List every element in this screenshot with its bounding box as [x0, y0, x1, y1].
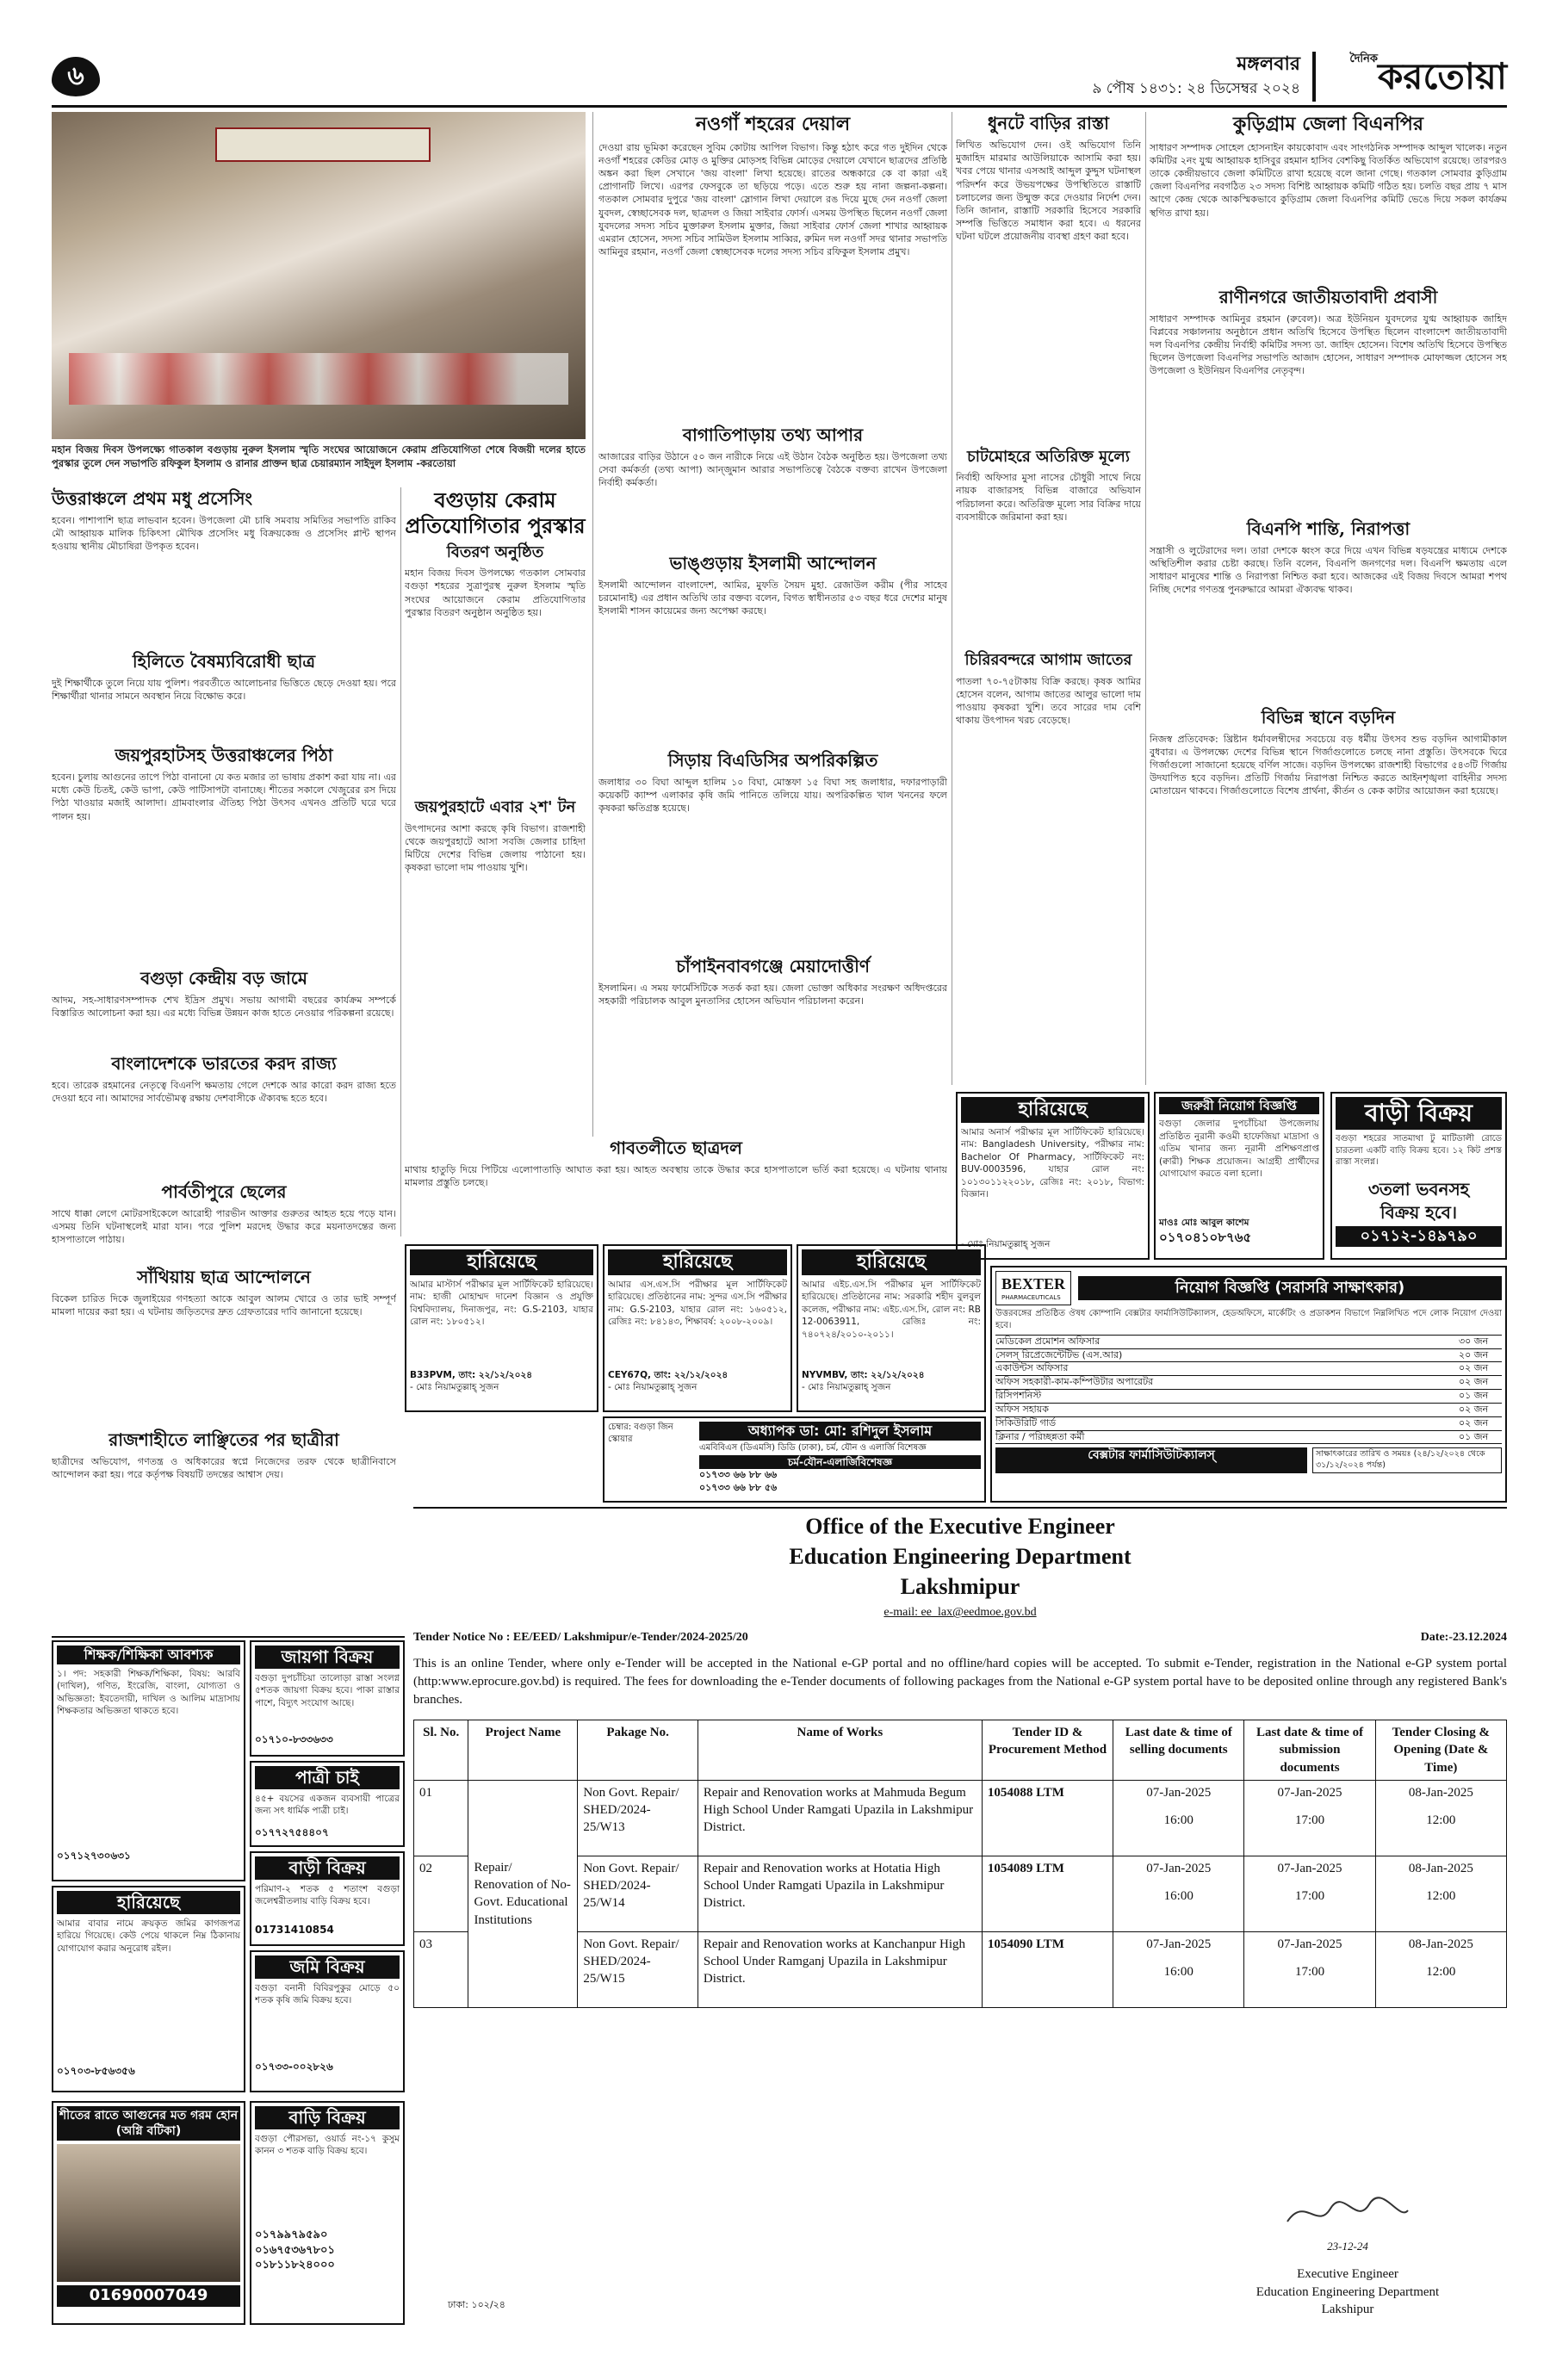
lost-ad-pharmacy: [956, 1092, 1150, 1260]
doctor-tag: চর্ম-যৌন-এলার্জিবিশেষজ্ঞ: [699, 1455, 981, 1469]
doctor-chamber: চেম্বার: বগুড়া জিন স্কোয়ার: [608, 1422, 673, 1444]
medicine-ad-title: শীতের রাতে আগুনের মত গরম হোন (অগ্নি বটিকা): [57, 2106, 240, 2141]
sub-date: 07-Jan-2025: [1277, 1861, 1342, 1875]
house3-ad-phone-1: ০১৭৯৯৭৯৫৯০: [255, 2228, 328, 2241]
sell-date: 07-Jan-2025: [1146, 1785, 1212, 1800]
photo-caption: মহান বিজয় দিবস উপলক্ষ্যে গাতকাল বগুড়ায় নুরুল ইসলাম স্মৃতি সংঘের আয়োজনে কেরাম প্রতিযোগিতা শেষে বিজয়ী দলের হাতে পুরস্কার তুলে দেন সভাপতি রফিকুল ইসলাম ও রানার প্রাক্তন ছাত্র চেয়ারম্যান সাইদুল ইসলাম -করতোয়া: [52, 443, 586, 469]
bogura-center-body: আদম, সহ-সাধারণসম্পাদক শেখ ইদ্রিস প্রমুখ। সভায় আগামী বছরের কার্যক্রম সম্পর্কে বিস্তারিত আলোচনা করা হয়। এর মধ্যে বিভিন্ন উন্নয়ন কাজ হাতে নেওয়ার পরিকল্পনা রয়েছে।: [52, 995, 396, 1020]
house2-ad-body: পরিমাণ-২ শতক ৫ শতাংশ বগুড়া জলেশ্বরীতলায় বাড়ি বিক্রয় হবে।: [255, 1884, 400, 1907]
center-col: [598, 112, 947, 1137]
section-rule: [413, 1507, 1507, 1509]
bexter-post-row: [995, 1349, 1502, 1363]
cell-work: Repair and Renovation works at Mahmuda Begum High School Under Ramgati Upazila in Lakshmipur District.: [698, 1780, 982, 1856]
doctor-phone: ০১৭৩৩ ৬৬ ৮৮ ৬৬: [699, 1469, 778, 1481]
sign-title: Executive Engineer: [1297, 2267, 1398, 2282]
sell-time: 16:00: [1163, 1965, 1194, 1980]
house3-ad-phone-2: ০১৬৭৫৩৬৭৮০১: [255, 2243, 335, 2257]
dhunat-title: ধুনটে বাড়ির রাস্তা: [988, 113, 1109, 133]
bexter-post-row: [995, 1404, 1502, 1417]
cell-sell: [1113, 1856, 1244, 1931]
land-ad-title: জায়গা বিক্রয়: [255, 1646, 400, 1669]
cell-sell: [1113, 1931, 1244, 2007]
th-package: Pakage No.: [578, 1720, 698, 1781]
house-sale-ad-title: বাড়ী বিক্রয়: [1336, 1097, 1502, 1130]
house-sale-ad-big: ৩তলা ভবনসহ: [1367, 1178, 1470, 1199]
potato-body: পাতলা ৭০-৭৫টাকায় বিক্রি করছে। কৃষক আমির হোসেন বলেন, আগাম জাতের আলুর ভালো দাম পাওয়ায় কৃষকরা খুশি। তবে সারের দাম বেশি থাকায় উৎপাদন খরচ বেড়েছে।: [956, 675, 1141, 727]
sign-dept: Education Engineering Department: [1256, 2284, 1440, 2299]
bexter-post-row: [995, 1362, 1502, 1376]
post-name: অফিস সহকারী-কাম-কম্পিউটার অপারেটর: [995, 1376, 1154, 1388]
house3-ad: [250, 2101, 405, 2325]
signature-block: [1206, 2191, 1490, 2318]
th-closing: Tender Closing & Opening (Date & Time): [1375, 1720, 1506, 1781]
tender-date: Date:-23.12.2024: [1420, 1631, 1507, 1645]
house2-ad: [250, 1851, 405, 1946]
close-date: 08-Jan-2025: [1408, 1937, 1473, 1951]
flowers-in-photo: [69, 353, 568, 405]
lost-ad-ssc-sig: - মোঃ নিয়ামতুল্লাহ্ সুজন: [608, 1381, 698, 1392]
parbatipur-title: পার্বতীপুরে ছেলের: [161, 1181, 287, 1202]
column-rule: [1145, 112, 1146, 1085]
land2-ad-phone: ০১৭৩৩-০০২৮২৬: [255, 2061, 333, 2073]
sell-time: 16:00: [1163, 1889, 1194, 1904]
sell-date: 07-Jan-2025: [1146, 1937, 1212, 1951]
bd-india-title: বাংলাদেশকে ভারতের করদ রাজ্য: [111, 1053, 337, 1074]
right-col: [1150, 112, 1507, 1094]
post-count: ৩০ জন: [1459, 1335, 1489, 1347]
doctor-ad: [603, 1416, 986, 1503]
bexter-post-row: [995, 1336, 1502, 1349]
lost-ad-pharmacy-title: হারিয়েছে: [961, 1097, 1144, 1123]
lost5-ad-title: হারিয়েছে: [57, 1891, 240, 1914]
sub-date: 07-Jan-2025: [1277, 1785, 1342, 1800]
tender-gd: ঢাকা: ১০২/২৪: [448, 2299, 505, 2310]
cell-id: 1054090 LTM: [982, 1931, 1113, 2007]
house3-ad-phone-3: ০১৮১১৮২৪০০০: [255, 2259, 335, 2272]
medicine-ad-phone: 01690007049: [57, 2285, 240, 2306]
sirajganj-body: জলাধার ৩০ বিঘা আব্দুল হালিম ১০ বিঘা, মোস্তফা ১৫ বিঘা সহ জলাধার, দফারপাড়ারী কয়েকটি ক্যাম্প এলাকার কৃষি জমি পানিতে তলিয়ে যায়। অপরিকল্পিত খাল খননের ফলে কৃষকরা ক্ষতিগ্রস্ত হয়েছে।: [598, 776, 947, 815]
th-tender-id: Tender ID & Procurement Method: [982, 1720, 1113, 1781]
tender-notice-no: Tender Notice No : EE/EED/ Lakshmipur/e-Tender/2024-2025/20: [413, 1631, 748, 1645]
th-sl: Sl. No.: [414, 1720, 468, 1781]
post-name: একাউন্টস অফিসার: [995, 1362, 1069, 1374]
lost-ad-ssc-body: আমার এস.এস.সি পরীক্ষার মূল সার্টিফিকেট হারিয়েছে। প্রতিষ্ঠানের নাম: সুন্দর এস.সি পরীক্ষার নাম: G.S-2103, যাহার রোল নং: ১৬০৫১২, রেজিঃ নং: ৮৪১৪৩, শিক্ষাবর্ষ: ২০০৮-২০০৯।: [608, 1279, 787, 1328]
north-honey-title: উত্তরাঞ্চলে প্রথম মধু প্রসেসিং: [52, 488, 253, 509]
teacher-ad-title: শিক্ষক/শিক্ষিকা আবশ্যক: [57, 1646, 240, 1664]
post-count: ০২ জন: [1459, 1362, 1489, 1374]
banner-in-photo: [215, 127, 431, 162]
jobs-ad-phone: ০১৭০৪১০৮৭৬৫: [1159, 1230, 1252, 1246]
tender-row: [414, 1780, 1507, 1856]
tender-table: [413, 1720, 1507, 2008]
close-time: 12:00: [1426, 1965, 1456, 1980]
cell-close: [1375, 1780, 1506, 1856]
cell-sell: [1113, 1780, 1244, 1856]
lost-ad-masters-title: হারিয়েছে: [410, 1249, 593, 1275]
house2-ad-title: বাড়ী বিক্রয়: [255, 1856, 400, 1880]
tender-office: Office of the Executive Engineer: [805, 1514, 1115, 1539]
cell-work: Repair and Renovation works at Kanchanpur High School Under Ramganj Upazila in Lakshmipur District.: [698, 1931, 982, 2007]
gabtali-article: [405, 1137, 947, 1231]
lost5-ad-body: আমার বাবার নামে ক্রয়কৃত জমির কাগজপত্র হারিয়ে গিয়েছে। কেউ পেয়ে থাকলে নিম্ন ঠিকানায় যোগাযোগ করার অনুরোধ রইল।: [57, 1918, 240, 1954]
dhunat-body: লিখিত অভিযোগ দেন। ওই অভিযোগ তিনি মুজাহিদ মারমার আউলিয়াকে আসামি করা হয়। খবর পেয়ে থানার এসআই আব্দুল কুদ্দুস ঘটনাস্থল পরিদর্শন করে উভয়পক্ষের উপস্থিতিতে রাস্তাটি চলাচলের জন্য উন্মুক্ত করে দেওয়ার নির্দেশ দেন। তিনি জানান, রাস্তাটি সরকারি হিসেবে সরকারি সম্পত্তি ভিত্তিতে সমাধান করা হবে। এ ধরনের ঘটনা ঘটলে প্রয়োজনীয় ব্যবস্থা গ্রহণ করা হবে।: [956, 139, 1141, 243]
jaypurhat2-title: জয়পুরহাটে এবার ২শ' টন: [414, 798, 576, 817]
sub-time: 17:00: [1294, 1965, 1325, 1980]
page-number-badge: ৬: [52, 57, 100, 96]
bexter-post-row: [995, 1390, 1502, 1404]
sell-time: 16:00: [1163, 1813, 1194, 1828]
paper-prefix: দৈনিক: [1349, 53, 1378, 65]
medicine-ad-graphic: [57, 2144, 240, 2282]
lost5-ad-phone: ০১৭০৩-৮৫৬৩৫৬: [57, 2065, 135, 2077]
left-col-1: [52, 487, 396, 1633]
ranirbandar-title: রাণীনগরে জাতীয়তাবাদী প্রবাসী: [1218, 286, 1438, 307]
column-rule: [400, 487, 401, 1236]
tender-dept: Education Engineering Department: [789, 1544, 1132, 1570]
bogura-center-title: বগুড়া কেন্দ্রীয় বড় জামে: [140, 968, 307, 989]
weekday: মঙ্গলবার: [1237, 53, 1300, 75]
sub-date: 07-Jan-2025: [1277, 1937, 1342, 1951]
rajshahi-title: রাজশাহীতে লাঞ্ছিতের পর ছাত্রীরা: [108, 1429, 339, 1450]
masthead-rule: [52, 105, 1507, 108]
masthead-divider: [1312, 52, 1316, 102]
cell-pkg: Non Govt. Repair/ SHED/2024-25/W13: [578, 1780, 698, 1856]
hilli-body: দুই শিক্ষার্থীকে তুলে নিয়ে যায় পুলিশ। পরবর্তীতে আলোচনার ভিত্তিতে ছেড়ে দেওয়া হয়। পরে শিক্ষার্থীরা থানার সামনে অবস্থান নিয়ে বিক্ষোভ করে।: [52, 678, 396, 703]
bexter-ad: [990, 1266, 1507, 1503]
house3-ad-title: বাড়ি বিক্রয়: [255, 2106, 400, 2129]
post-count: ০২ জন: [1459, 1416, 1489, 1429]
cell-pkg: Non Govt. Repair/ SHED/2024-25/W14: [578, 1856, 698, 1931]
land-ad: [250, 1640, 405, 1757]
house-sale-ad-phone: ০১৭১২-১৪৯৭৯০: [1336, 1226, 1502, 1247]
various-title: বিভিন্ন স্থানে বড়দিন: [1261, 706, 1396, 728]
cell-sl: 03: [414, 1931, 468, 2007]
land-ad-phone: ০১৭১০-৮৩৩৬৩৩: [255, 1733, 333, 1745]
hilli-title: হিলিতে বৈষম্যবিরোধী ছাত্র: [132, 651, 316, 672]
sub-time: 17:00: [1294, 1813, 1325, 1828]
post-count: ০১ জন: [1459, 1390, 1489, 1402]
tender-row: [414, 1856, 1507, 1931]
tender-notice: [413, 1511, 1507, 2329]
paper-name: করতোয়া: [1378, 55, 1507, 97]
cell-submit: [1244, 1780, 1375, 1856]
lost-ad-masters-body: আমার মাস্টার্স পরীক্ষার মূল সার্টিফিকেট হারিয়েছে। নাম: হাজী মোহাম্মদ দানেশ বিজ্ঞান ও প্রযুক্তি বিশ্ববিদ্যালয়, দিনাজপুর, নং: G.S-2103, যাহার রোল নং: ১৮০৫১২।: [410, 1279, 593, 1328]
doctor-deg: এমবিবিএস (ডিএমসি) ডিডি (ঢাকা), চর্ম, যৌন ও এলার্জি বিশেষজ্ঞ: [699, 1442, 927, 1453]
masthead: [52, 52, 1507, 102]
date-line: ৯ পৌষ ১৪৩১: ২৪ ডিসেম্বর ২০২৪: [1092, 80, 1300, 97]
close-date: 08-Jan-2025: [1408, 1785, 1473, 1800]
cheese-title: চাটমোহরে অতিরিক্ত মূল্যে: [967, 448, 1130, 466]
bexter-header: [995, 1271, 1502, 1305]
col-dhunat: [956, 112, 1141, 1085]
bagatipara-body: আজারের বাড়ির উঠানে ৫০ জন নারীকে নিয়ে এই উঠান বৈঠক অনুষ্ঠিত হয়। উপজেলা তথ্য সেবা কর্মকর্তা (তথ্য আপা) আন্জুমান আরার সভাপতিত্বে বৈঠকে বক্তব্য রাখেন উপজেলা নির্বাহী কর্মকর্তা।: [598, 450, 947, 489]
naogaon-title: নওগাঁ শহরের দেয়াল: [695, 113, 851, 135]
bride-ad-title: পাত্রী চাই: [255, 1766, 400, 1789]
cell-id: 1054088 LTM: [982, 1780, 1113, 1856]
cell-close: [1375, 1931, 1506, 2007]
bexter-intro: উত্তরবঙ্গের প্রতিষ্ঠিত ঔষধ কোম্পানি বেক্সটার ফার্মাসিউটিক্যালস, হেডঅফিসে, মার্কেটিং ও প্রডাকশন বিভাগে নিম্নলিখিত পদে লোক নিয়োগ দেওয়া হবে।: [995, 1308, 1502, 1330]
bexter-logo: [995, 1271, 1071, 1305]
joypurhat-body: হবেন। চুলায় আগুনের তাপে পিঠা বানানো যে কত মজার তা ভাষায় প্রকাশ করা যায় না। এর মধ্যে কেউ চিতই, কেউ ভাপা, কেউ পাটিসাপটা বানাচ্ছে। শীতের সকালে খেজুরের রস দিয়ে পিঠা খাওয়ার মজাই আলাদা। গ্রামবাংলার ঐতিহ্য পিঠা উৎসব এখনও প্রতিটি ঘরে ঘরে পালন হয়।: [52, 772, 396, 822]
signature-date: 23-12-24: [1327, 2239, 1368, 2253]
post-count: ২০ জন: [1459, 1348, 1489, 1360]
lost-ad-masters: [405, 1244, 598, 1412]
cell-close: [1375, 1856, 1506, 1931]
signature-scribble: [1279, 2191, 1417, 2234]
bexter-brand: BEXTER: [1001, 1275, 1066, 1292]
post-name: সিকিউরিটি গার্ড: [995, 1416, 1057, 1429]
bnp-peace-body: সন্ত্রাসী ও লুটেরাদের দল। তারা দেশকে ধ্বংস করে দিয়ে এখন বিভিন্ন ষড়যন্ত্রের মাধ্যমে দেশকে অস্থিতিশীল করার চেষ্টা করছে। তিনি বলেন, বিএনপি জনগণের দল। বিএনপি ক্ষমতায় এলে সাধারণ মানুষের শান্তি ও নিরাপত্তা নিশ্চিত করা হবে। আজকের এই বিজয় দিবসে আমরা শপথ নিচ্ছি দেশের গণতন্ত্র পুনরুদ্ধারে আমরা ঐক্যবদ্ধ থাকব।: [1150, 544, 1507, 596]
lost-ad-pharmacy-sig: - মোঃ নিয়ামতুল্লাহ্ সুজন: [961, 1238, 1051, 1249]
tender-row: [414, 1931, 1507, 2007]
bagatipara-title: বাগাতিপাড়ায় তথ্য আপার: [682, 424, 864, 445]
bexter-sub: PHARMACEUTICALS: [1001, 1294, 1061, 1302]
lost-ad-hsc-id: NYVMBV, তাং: ২২/১২/২০২৪: [802, 1369, 925, 1380]
sub-time: 17:00: [1294, 1889, 1325, 1904]
north-honey-body: হবেন। পাশাপাশি ছাত্র লাভবান হবেন। উপজেলা মৌ চাষি সমবায় সমিতির সভাপতি রাকিব মৌ আহ্বায়ক মালিক চিকিৎসা মৌখিক প্রসেসিং মধু বিক্রয়কেন্দ্র ও প্রসেসিং প্লান্ট স্থাপন হওয়ায় স্থানীয় মৌচাষিরা উপকৃত হবেন।: [52, 515, 396, 553]
carrom-subtitle: বিতরণ অনুষ্ঠিত: [446, 543, 544, 561]
post-count: ০১ জন: [1459, 1430, 1489, 1442]
kurigram-body: সাধারণ সম্পাদক সোহেল হোসনাইন কায়কোবাদ এবং সাংগঠনিক সম্পাদক আব্দুল খালেক। নতুন কমিটির ২নং যুগ্ম আহ্বায়ক হাসিবুর রহমান হাসিব বেশকিছু বিতর্কিত অভিযোগ রয়েছে। তারপরও তাকে কেন্দ্রীয়ভাবে জেলা কমিটিতে রাখা হয়েছে বলে জানা গেছে। গতকাল সোমবার কুড়িগ্রাম জেলা বিএনপির নবগঠিত ২৩ সদস্য বিশিষ্ট আহ্বায়ক কমিটি গঠিত হয়। চলতি বছর প্রায় ৭ মাস আগে কেন্দ্র থেকে আকস্মিকভাবে কুড়িগ্রাম জেলা বিএনপির কমিটি ভেঙে দিয়ে সকল কার্যক্রম স্থগিত রাখা হয়।: [1150, 141, 1507, 219]
lost-ad-pharmacy-body: আমার অনার্স পরীক্ষার মূল সার্টিফিকেট হারিয়েছে। নাম: Bangladesh University, পরীক্ষার নাম: Bachelor Of Pharmacy, সার্টিফিকেট নং: BUV-0003596, যাহার রোল নং: ১০১৩০১১২২০১৮, রেজিঃ নং: ২০১৮, বিভাগ: বিজ্ঞান।: [961, 1126, 1144, 1200]
doctor-main: [699, 1422, 981, 1497]
lost5-ad: [52, 1886, 245, 2092]
lost-ad-ssc-title: হারিয়েছে: [608, 1249, 787, 1275]
tender-email: e-mail: ee_lax@eedmoe.gov.bd: [884, 1606, 1037, 1620]
land-ad-body: বগুড়া দুপচাঁচিয়া তালোড়া রাস্তা সংলগ্ন ৫শতক জায়গা বিক্রয় হবে। পাকা রাস্তার পাশে, বিদ্যুৎ সংযোগ আছে।: [255, 1673, 400, 1708]
tender-city: Lakshmipur: [900, 1574, 1020, 1600]
chapai-body: ইসলামিন। এ সময় ফার্মেসিটিকে সতর্ক করা হয়। জেলা ভোক্তা অধিকার সংরক্ষণ অধিদপ্তরের সহকারী পরিচালক আবুল মুনতাসির হোসেন অভিযান পরিচালনা করেন।: [598, 982, 947, 1007]
close-time: 12:00: [1426, 1813, 1456, 1828]
ranirbandar-body: সাধারণ সম্পাদক আমিনুর রহমান (রুবেল)। অত্র ইউনিয়ন যুবদলের যুগ্ম আহ্বায়ক জাহিদ বিপ্লবের সঞ্চালনায় অনুষ্ঠানে প্রধান অতিথি হিসেবে উপস্থিত ছিলেন বাংলাদেশ জাতীয়তাবাদী দল বিএনপির কেন্দ্রীয় নির্বাহী কমিটির সদস্য ডা. জাহিদ হোসেন। বিশেষ অতিথি হিসেবে উপস্থিত ছিলেন উপজেলা বিএনপির সভাপতি আজাদ হোসেন, সাধারণ সম্পাদক মোফাজ্জল হোসেন সহ উপজেলা ও ইউনিয়ন বিএনপির নেতৃবৃন্দ।: [1150, 313, 1507, 377]
post-name: মেডিকেল প্রমোশন অফিসার: [995, 1335, 1100, 1347]
lost-ad-ssc-id: CEY67Q, তাং: ২২/১২/২০২৪: [608, 1369, 728, 1380]
cell-work: Repair and Renovation works at Hotatia High School Under Ramgati Upazila in Lakshmipur District.: [698, 1856, 982, 1931]
lost-ad-ssc: [603, 1244, 792, 1412]
kurigram-title: কুড়িগ্রাম জেলা বিএনপির: [1233, 113, 1423, 135]
sariakandi-title: সাঁথিয়ায় ছাত্র আন্দোলনে: [137, 1267, 311, 1287]
bride-ad-phone: ০১৭৭২৭৫৪৪০৭: [255, 1826, 329, 1838]
house-sale-ad: [1330, 1092, 1507, 1260]
jobs-ad-contact: মাওঃ মোঃ আবুল কাশেম: [1159, 1218, 1249, 1229]
house-sale-ad-body: বগুড়া শহরের সাতমাথা টু মাটিডালী রোডে চারতলা একটি বাড়ি বিক্রয় হবে। ১২ কিট প্রশস্ত রাস্তা সংলগ্ন।: [1336, 1133, 1502, 1168]
chapai-title: চাঁপাইনবাবগঞ্জে মেয়াদোত্তীর্ণ: [676, 955, 870, 976]
gabtali-body: মাথায় হাতুড়ি দিয়ে পিটিয়ে এলোপাতাড়ি আঘাত করা হয়। আহত অবস্থায় তাকে উদ্ধার করে হাসপাতালে ভর্তি করা হয়েছে। এ ঘটনায় থানায় মামলার প্রস্তুতি চলছে।: [405, 1164, 947, 1189]
cell-sl: 01: [414, 1780, 468, 1856]
bexter-footer: বেক্সটার ফার্মাসিউটিক্যালস্: [995, 1447, 1307, 1473]
teacher-ad-body: ১। পদ: সহকারী শিক্ষক/শিক্ষিকা, বিষয়: আরবি (দাখিল), গণিত, ইংরেজি, বাংলা, যোগ্যতা ও অভিজ্ঞতা: ইবতেদায়ী, দাখিল ও আলিম মাদ্রাসায় শিক্ষকতার অভিজ্ঞতা থাকতে হবে।: [57, 1668, 240, 1717]
jobs-ad: [1154, 1092, 1324, 1260]
lost-ad-hsc-body: আমার এইচ.এস.সি পরীক্ষার মূল সার্টিফিকেট হারিয়েছে। প্রতিষ্ঠানের নাম: সরকারি শহীদ বুলবুল কলেজ, পরীক্ষার নাম: এইচ.এস.সি, রোল নং: RB 12-0063911, রেজিঃ নং: ৭৪০৭২৪/২০১০-২০১১।: [802, 1279, 981, 1340]
lost-ad-hsc: [797, 1244, 986, 1412]
cell-submit: [1244, 1931, 1375, 2007]
cell-project: Repair/ Renovation of No-Govt. Educational Institutions: [468, 1780, 578, 2007]
land2-ad-title: জমি বিক্রয়: [255, 1955, 400, 1979]
jobs-ad-title: জরুরী নিয়োগ বিজ্ঞপ্তি: [1159, 1097, 1319, 1114]
cell-pkg: Non Govt. Repair/ SHED/2024-25/W15: [578, 1931, 698, 2007]
bexter-post-row: [995, 1417, 1502, 1431]
tender-intro: This is an online Tender, where only e-Tender will be accepted in the National e-GP portal and no offline/hard copies will be accepted. To submit e-Tender, registration in the National e-GP system portal (http:www.eprocure.gov.bd) is required. The fees for downloading the e-Tender documents of following packages from the National e-GP system portal have to be deposited online through any registered Bank's branches.: [413, 1657, 1507, 1708]
house-sale-ad-big2: বিক্রয় হবে।: [1380, 1201, 1458, 1223]
gabtali-title: গাবতলীতে ছাত্রদল: [610, 1137, 742, 1158]
jamaat-body: ইসলামী আন্দোলন বাংলাদেশ, আমির, মুফতি সৈয়দ মুহা. রেজাউল করীম (পীর সাহেব চরমোনাই) এর প্রধান অতিথি তার বক্তব্য বলেন, বিগত স্বাধীনতার ৫৩ বছর ধরে দেশের মানুষ ইসলামী শাসন কায়েমের জন্য অপেক্ষা করছে।: [598, 579, 947, 617]
bexter-posts: [995, 1335, 1502, 1445]
th-sell: Last date & time of selling documents: [1113, 1720, 1244, 1781]
doctor-name: অধ্যাপক ডা: মো: রশিদুল ইসলাম: [699, 1422, 981, 1441]
sariakandi-body: বিকেল চারিত দিকে জুলাইয়ের গণহত্যা আকে আবুল আলম খোরে ও তার ভাই সম্পূর্ণ মামলা দায়ের করা হয়। এ ঘটনায় জড়িতদের দ্রুত গ্রেফতারের দাবি জানানো হয়েছে।: [52, 1293, 396, 1318]
naogaon-body: দেওয়া রায় ভূমিকা করেছেন সুবিম কোটায় আপিল বিভাগ। কিন্তু হঠাৎ করে গত দুইদিন থেকে নওগাঁ শহরের কেডির মোড় ও মুক্তির মোড়সহ বিভিন্ন মোড়ের দেয়ালে যেখানে ছাত্রদের প্রতিষ্ঠি অঙ্কন করা ছিল সেখানে 'জয় বাংলা' লিখা হয়েছে। রাতের অন্ধকারে কে বা কারা এই প্রোগানটি লিখে। এরপর ফেসবুকে তা ছড়িয়ে পড়ে। এতে শুরু হয় নানা জল্পনা-কল্পনা। গতকাল সোমবার দুপুরে 'জয় বাংলা' স্লোগান লিখা দেয়ালে রঙ দিয়ে মুছে দেন নওগাঁ জেলা যুবদল, স্বেচ্ছাসেবক দল, ছাত্রদল ও জিয়া সাইবার ফোর্স। এসময় উপস্থিত ছিলেন নওগাঁ জেলা যুবদলের সদস্য সচিব মুক্তারুল ইসলাম মুক্তার, জিয়া সাইবার ফোর্স জেলা শাখার আহ্বায়ক এমরান হোসেন, সদস্য সচিব সামিউল ইসলাম সাব্বির, রুমিন দল নওগাঁ সদর থানার সভাপতি আমিনুর রহমান, নওগাঁ জেলা স্বেচ্ছাসেবক দলের সদস্য সচিব রফিকুল ইসলাম প্রমুখ।: [598, 141, 947, 258]
cell-sl: 02: [414, 1856, 468, 1931]
rajshahi-body: ছাত্রীদের অভিযোগ, গণতন্ত্র ও অধিকারের স্বপ্নে নিজেদের তরফ থেকে ছাত্রীনিবাসে আন্দোলন করা হয়। পরে কর্তৃপক্ষ বিষয়টি তদন্তের আশ্বাস দেয়।: [52, 1456, 396, 1481]
medicine-ad: [52, 2101, 245, 2325]
th-works: Name of Works: [698, 1720, 982, 1781]
cheese-body: নির্বাহী অফিসার মুসা নাসের চৌধুরী সাথে নিয়ে নায়ক বাজারসহ বিভিন্ন বাজারে অভিযান পরিচালনা করে। অতিরিক্ত মূল্যে সার বিক্রির দায়ে ব্যবসায়ীকে জরিমানা করা হয়।: [956, 472, 1141, 523]
close-time: 12:00: [1426, 1889, 1456, 1904]
post-name: অফিস সহায়ক: [995, 1403, 1049, 1415]
potato-title: চিরিরবন্দরে আগাম জাতের: [964, 651, 1132, 670]
bexter-post-row: [995, 1431, 1502, 1445]
sirajganj-title: সিড়ায় বিএডিসির অপরিকল্পিত: [667, 749, 878, 771]
house3-ad-body: বগুড়া পৌরসভা, ওয়ার্ড নং-১৭ কুসুম কানন ৩ শতক বাড়ি বিক্রয় হবে।: [255, 2134, 400, 2157]
sell-date: 07-Jan-2025: [1146, 1861, 1212, 1875]
doctor-phone2: ০১৭৩৩ ৬৬ ৮৮ ৫৬: [699, 1482, 778, 1494]
house2-ad-phone: 01731410854: [255, 1924, 334, 1936]
bexter-post-row: [995, 1376, 1502, 1390]
bd-india-body: হবে। তারেক রহমানের নেতৃত্বে বিএনপি ক্ষমতায় গেলে দেশকে আর কারো করদ রাজ্য হতে দেওয়া হবে না। আমাদের সার্বভৌমত্ব রক্ষায় দেশবাসীকে ঐক্যবদ্ধ হতে হবে।: [52, 1080, 396, 1105]
jaypurhat2-body: উৎপাদনের আশা করছে কৃষি বিভাগ। রাজশাহী থেকে জয়পুরহাটে আসা সবজি জেলার চাহিদা মিটিয়ে দেশের বিভিন্ন জেলায় পাঠানো হয়। কৃষকরা ভালো দাম পাওয়ায় খুশি।: [405, 822, 586, 874]
post-count: ০২ জন: [1459, 1403, 1489, 1415]
lost-ad-hsc-title: হারিয়েছে: [802, 1249, 981, 1275]
carrom-photo: [52, 112, 586, 439]
sign-city: Lakshipur: [1321, 2302, 1374, 2316]
bexter-interview: সাক্ষাৎকারের তারিখ ও সময়ঃ (২৪/১২/২০২৪ থেকে ৩১/১২/২০২৪ পর্যন্ত): [1312, 1447, 1502, 1473]
land2-ad: [250, 1950, 405, 2092]
bride-ad: [250, 1761, 405, 1847]
bride-ad-body: ৪৫+ বয়সের একজন ব্যবসায়ী পাত্রের জন্য সৎ ধার্মিক পাত্রী চাই।: [255, 1794, 400, 1817]
bexter-title: নিয়োগ বিজ্ঞপ্তি (সরাসরি সাক্ষাৎকার): [1078, 1276, 1502, 1300]
teacher-ad-phone: ০১৭১২৭৩০৬৩১: [57, 1849, 131, 1862]
lost-ad-hsc-sig: - মোঃ নিয়ামতুল্লাহ্ সুজন: [802, 1381, 891, 1392]
parbatipur-body: সাথে ধাক্কা লেগে মোটরসাইকেলে আরোহী পারভীন আক্তার গুরুতর আহত হয়ে পড়ে যান। এসময় তিনি ঘটনাস্থলেই মারা যান। পরে পুলিশ মরদেহ উদ্ধার করে ময়নাতদন্তের জন্য হাসপাতালে পাঠায়।: [52, 1208, 396, 1246]
teacher-ad: [52, 1640, 245, 1881]
jobs-ad-body: বগুড়া জেলার দুপচাঁচিয়া উপজেলায় প্রতিষ্ঠিত নুরানী কওমী হাফেজিয়া মাদ্রাসা ও এতিম খানার জন্য নূরানী প্রশিক্ষণপ্রাপ্ত (ক্বারী) শিক্ষক প্রয়োজন। আগ্রহী প্রার্থীদের যোগাযোগ করতে বলা হলো।: [1159, 1119, 1319, 1180]
carrom-body: মহান বিজয় দিবস উপলক্ষ্যে গতকাল সোমবার বগুড়া শহরের সুত্রাপুরস্থ নুরুল ইসলাম স্মৃতি সংঘের আয়োজনে কেরাম প্রতিযোগিতার পুরস্কার বিতরণ অনুষ্ঠান অনুষ্ঠিত হয়।: [405, 567, 586, 618]
bnp-peace-title: বিএনপি শান্তি, নিরাপত্তা: [1246, 518, 1410, 539]
jamaat-title: ভাঙ্গুড়ায় ইসলামী আন্দোলন: [669, 552, 877, 573]
carrom-title: বগুড়ায় কেরাম প্রতিযোগিতার পুরস্কার: [405, 487, 586, 538]
land2-ad-body: বগুড়া বনানী বিবিরপুকুর মোড়ে ৫০ শতক কৃষি জমি বিক্রয় হবে।: [255, 1983, 400, 2006]
post-name: সেলস্ রিপ্রেজেন্টেটিভ (এস.আর): [995, 1348, 1123, 1360]
various-body: নিজস্ব প্রতিবেদক: খ্রিষ্টান ধর্মাবলম্বীদের সবচেয়ে বড় ধর্মীয় উৎসব শুভ বড়দিন আগামীকাল বুধবার। এ উপলক্ষ্যে দেশের বিভিন্ন স্থানে গির্জাগুলোতে চলছে নানা প্রস্তুতি। উৎসবকে ঘিরে গির্জাগুলো সাজানো হয়েছে বর্ণিল সাজে। বড়দিন উপলক্ষ্যে রাজশাহী বিভাগের ৫৪৩টি গির্জায় উদযাপিত হবে বড়দিন। প্রতিটি গির্জায় নিরাপত্তা নিশ্চিত করতে আইনশৃঙ্খলা বাহিনীর সদস্য মোতায়েন থাকবে। গির্জাগুলোতে বিশেষ প্রার্থনা, কীর্তন ও কেক কাটার আয়োজন করা হয়েছে।: [1150, 733, 1507, 797]
cell-submit: [1244, 1856, 1375, 1931]
lost-ad-masters-id: B33PVM, তাং: ২২/১২/২০২৪: [410, 1369, 533, 1380]
tender-notice-line: [413, 1630, 1507, 1646]
joypurhat-title: জয়পুরহাটসহ উত্তরাঞ্চলের পিঠা: [115, 745, 333, 765]
th-project: Project Name: [468, 1720, 578, 1781]
close-date: 08-Jan-2025: [1408, 1861, 1473, 1875]
section-rule: [52, 1636, 405, 1638]
column-rule: [592, 112, 593, 1137]
post-name: ক্লিনার / পরিচ্ছন্নতা কর্মী: [995, 1430, 1085, 1442]
cell-id: 1054089 LTM: [982, 1856, 1113, 1931]
tender-header-row: [414, 1720, 1507, 1781]
post-name: রিসিপশনিস্ট: [995, 1390, 1042, 1402]
th-submit: Last date & time of submission documents: [1244, 1720, 1375, 1781]
lost-ad-masters-sig: - মোঃ নিয়ামতুল্লাহ্ সুজন: [410, 1381, 499, 1392]
bexter-footer-row: [995, 1447, 1502, 1473]
post-count: ০২ জন: [1459, 1376, 1489, 1388]
